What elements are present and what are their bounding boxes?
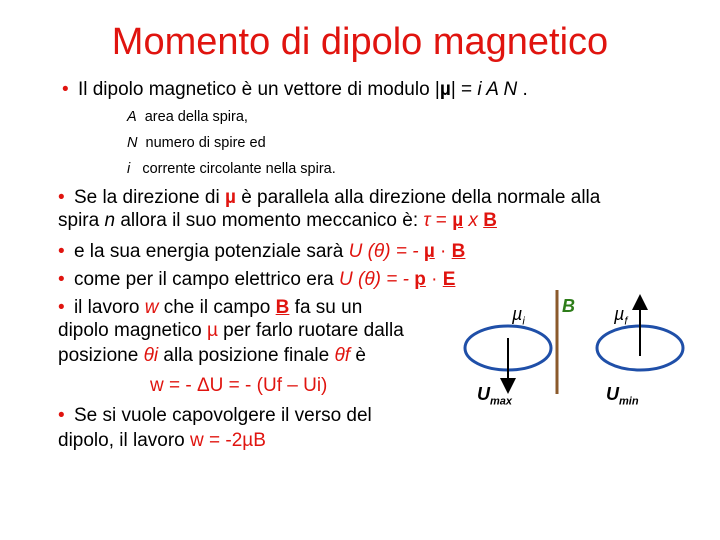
bullet-electric-analogy: • come per il campo elettrico era U (θ) = - p · E: [58, 269, 456, 290]
definition-area: A area della spira,: [127, 109, 248, 125]
definition-current: i corrente circolante nella spira.: [127, 161, 336, 177]
label-field-B: B: [562, 296, 575, 316]
bullet-icon: •: [62, 79, 69, 100]
bullet-work-line2: dipolo magnetico µ per farlo ruotare dalla: [58, 320, 404, 341]
bullet-torque-line2: spira n allora il suo momento meccanico è: τ = µ x B: [58, 210, 497, 231]
slide-title: Momento di dipolo magnetico: [111, 21, 609, 63]
bullet-flip-line1: • Se si vuole capovolgere il verso del: [58, 405, 372, 426]
bullet-work-line1: • il lavoro w che il campo B fa su un: [58, 297, 363, 318]
label-mu-f: µ$_f$: [614, 304, 628, 328]
bullet-work-line3: posizione θi alla posizione finale θf è: [58, 345, 366, 366]
label-umax: $U_{max}$: [477, 384, 513, 408]
bullet-flip-line2: dipolo, il lavoro w = -2µB: [58, 430, 266, 451]
bullet-dipole-definition: • Il dipolo magnetico è un vettore di modulo |µ| = i A N .: [62, 79, 528, 100]
label-umin: $U_{min}$: [606, 384, 639, 408]
definition-turns: N numero di spire ed: [127, 135, 266, 151]
label-mu-i: µ$_i$: [512, 304, 525, 328]
bullet-energy: • e la sua energia potenziale sarà U (θ) = - µ · B: [58, 241, 466, 262]
formula-ian: i A N: [477, 79, 518, 100]
work-formula: w = - ΔU = - (Uf – Ui): [150, 375, 328, 396]
bullet-torque-line1: • Se la direzione di µ è parallela alla direzione della normale alla: [58, 187, 601, 208]
